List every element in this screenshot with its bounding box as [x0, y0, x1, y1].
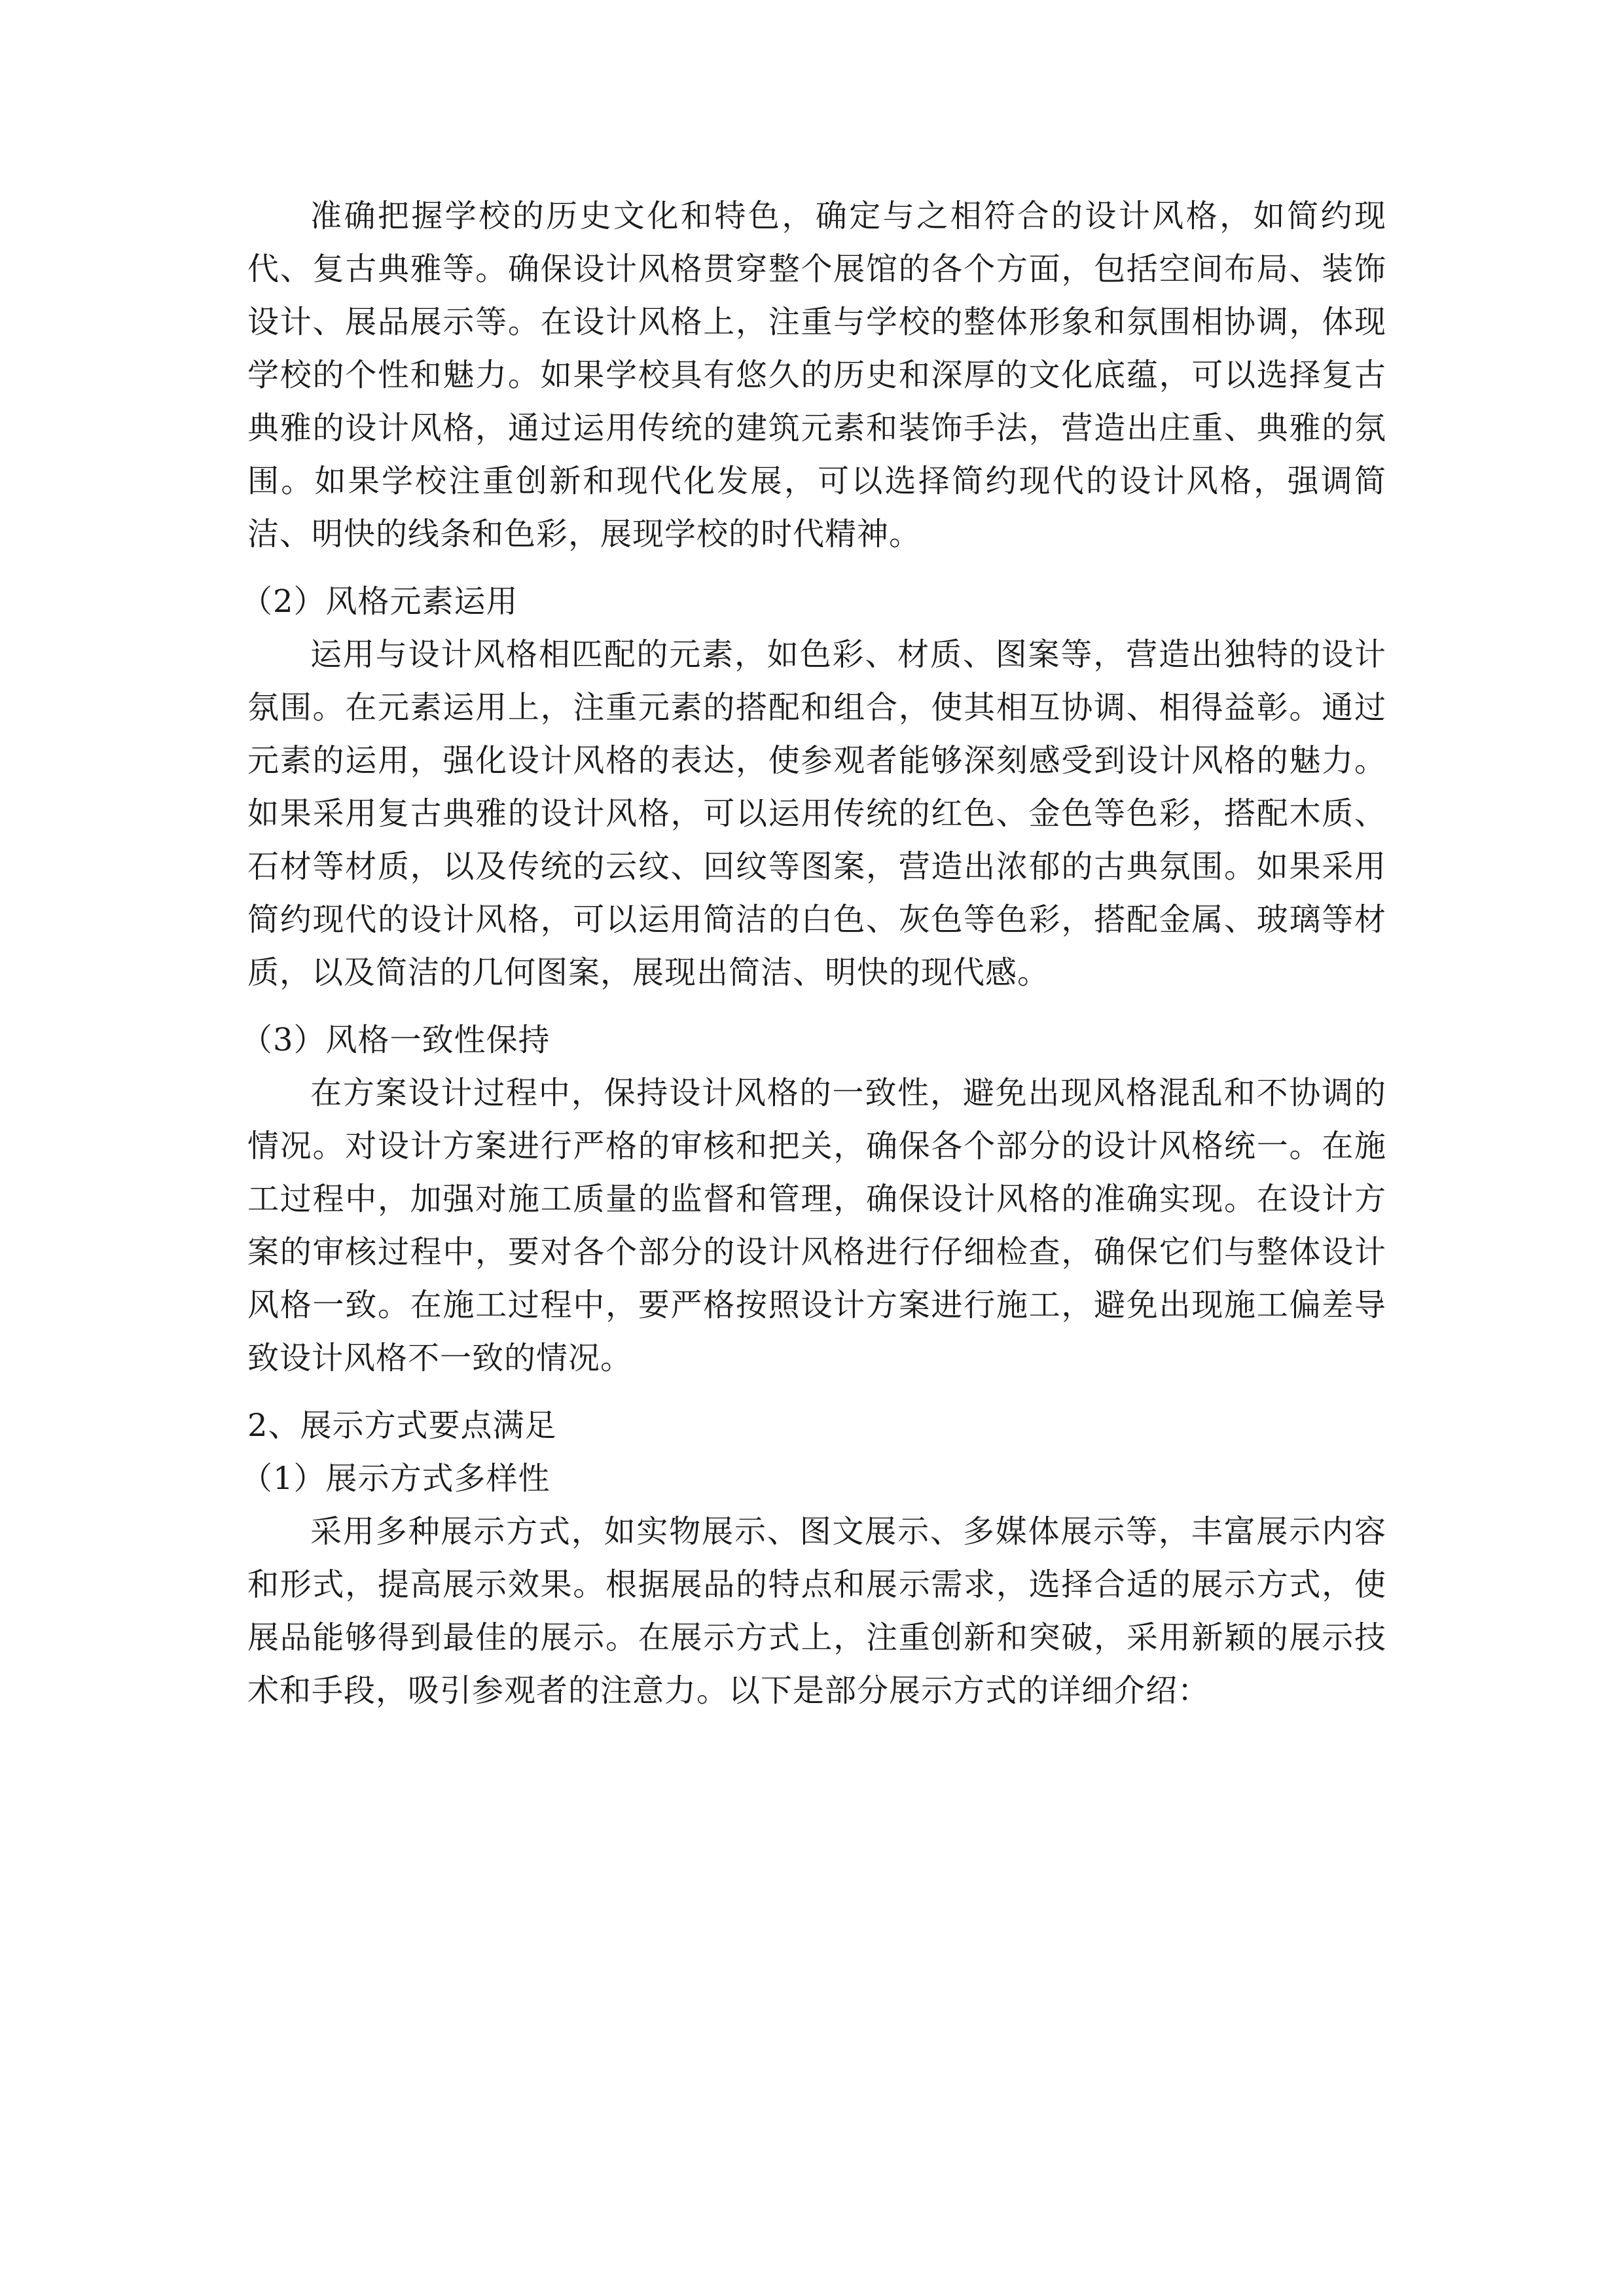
paragraph-design-style: 准确把握学校的历史文化和特色，确定与之相符合的设计风格，如简约现代、复古典雅等。确保设计风格贯穿整个展馆的各个方面，包括空间布局、装饰设计、展品展示等。在设计风格上，注重与学校的整体形象和氛围相协调，体现学校的个性和魅力。如果学校具有悠久的历史和深厚的文化底蕴，可以选择复古典雅的设计风格，通过运用传统的建筑元素和装饰手法，营造出庄重、典雅的氛围。如果学校注重创新和现代化发展，可以选择简约现代的设计风格，强调简洁、明快的线条和色彩，展现学校的时代精神。: [247, 198, 1386, 552]
subheading-style-elements: （2）风格元素运用: [241, 583, 518, 620]
document-body: [241, 190, 1386, 1717]
paragraph-style-elements: 运用与设计风格相匹配的元素，如色彩、材质、图案等，营造出独特的设计氛围。在元素运用上，注重元素的搭配和组合，使其相互协调、相得益彰。通过元素的运用，强化设计风格的表达，使参观者能够深刻感受到设计风格的魅力。如果采用复古典雅的设计风格，可以运用传统的红色、金色等色彩，搭配木质、石材等材质，以及传统的云纹、回纹等图案，营造出浓郁的古典氛围。如果采用简约现代的设计风格，可以运用简洁的白色、灰色等色彩，搭配金属、玻璃等材质，以及简洁的几何图案，展现出简洁、明快的现代感。: [247, 636, 1386, 991]
subheading-style-consistency: （3）风格一致性保持: [241, 1022, 550, 1058]
paragraph-display-diversity: 采用多种展示方式，如实物展示、图文展示、多媒体展示等，丰富展示内容和形式，提高展示效果。根据展品的特点和展示需求，选择合适的展示方式，使展品能够得到最佳的展示。在展示方式上，注重创新和突破，采用新颖的展示技术和手段，吸引参观者的注意力。以下是部分展示方式的详细介绍：: [247, 1513, 1386, 1709]
heading-display-methods: 2、展示方式要点满足: [247, 1407, 557, 1444]
subheading-display-diversity: （1）展示方式多样性: [241, 1460, 550, 1497]
paragraph-style-consistency: 在方案设计过程中，保持设计风格的一致性，避免出现风格混乱和不协调的情况。对设计方案进行严格的审核和把关，确保各个部分的设计风格统一。在施工过程中，加强对施工质量的监督和管理，确保设计风格的准确实现。在设计方案的审核过程中，要对各个部分的设计风格进行仔细检查，确保它们与整体设计风格一致。在施工过程中，要严格按照设计方案进行施工，避免出现施工偏差导致设计风格不一致的情况。: [247, 1075, 1386, 1376]
